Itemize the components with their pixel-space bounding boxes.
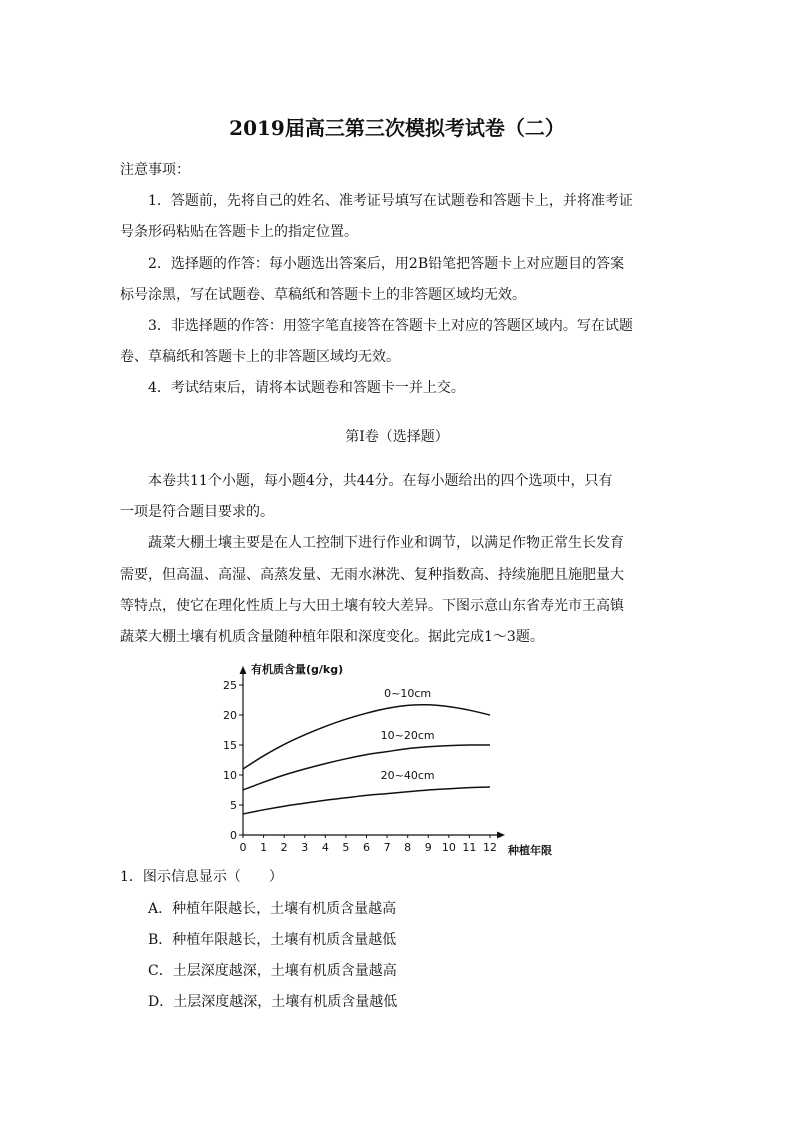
series-line-0 [243,705,490,769]
section-intro-line-1: 本卷共11个小题，每小题4分，共44分。在每小题给出的四个选项中，只有 [148,473,613,489]
x-axis-arrow [497,832,505,839]
x-tick-label: 0 [239,841,247,854]
organic-matter-chart [214,658,552,858]
question-1-option-a: A．种植年限越长，土壤有机质含量越高 [148,901,397,917]
x-tick-label: 5 [342,841,350,854]
x-tick-label: 4 [321,841,329,854]
x-axis-title: 种植年限 [508,844,552,857]
x-tick-label: 2 [280,841,288,854]
page-title: 2019届高三第三次模拟考试卷（二） [229,116,565,140]
x-tick-label: 9 [424,841,432,854]
y-tick-label: 0 [230,829,237,842]
question-1-option-b: B．种植年限越长，土壤有机质含量越低 [148,932,397,948]
notice-item-4: 4．考试结束后，请将本试题卷和答题卡一并上交。 [148,380,465,396]
y-axis-arrow [240,666,247,674]
section-intro-line-2: 一项是符合题目要求的。 [120,504,274,520]
question-1-option-c: C．土层深度越深，土壤有机质含量越高 [148,963,397,979]
passage-line-3: 等特点，使它在理化性质上与大田土壤有较大差异。下图示意山东省寿光市王高镇 [120,598,624,614]
y-tick-label: 15 [223,739,237,752]
passage-line-2: 需要，但高温、高湿、高蒸发量、无雨水淋洗、复种指数高、持续施肥且施肥量大 [120,567,624,583]
passage-line-1: 蔬菜大棚土壤主要是在人工控制下进行作业和调节，以满足作物正常生长发育 [148,535,624,551]
x-tick-label: 11 [462,841,477,854]
y-tick-label: 20 [223,709,237,722]
notice-item-1-line-2: 号条形码粘贴在答题卡上的指定位置。 [120,224,358,240]
y-axis-title: 有机质含量(g/kg) [251,663,344,676]
y-tick-label: 25 [223,679,237,692]
notice-item-3-line-2: 卷、草稿纸和答题卡上的非答题区域均无效。 [120,349,400,365]
x-tick-label: 3 [301,841,309,854]
series-line-1 [243,745,490,790]
notice-item-1-line-1: 1．答题前，先将自己的姓名、准考证号填写在试题卷和答题卡上，并将准考证 [148,193,633,209]
x-tick-label: 12 [483,841,497,854]
notice-item-3-line-1: 3．非选择题的作答：用签字笔直接答在答题卡上对应的答题区域内。写在试题 [148,318,633,334]
x-tick-label: 8 [404,841,412,854]
section-title: 第Ⅰ卷（选择题） [345,429,449,445]
x-tick-label: 7 [383,841,391,854]
y-tick-label: 10 [223,769,237,782]
series-label-1: 10~20cm [380,729,435,742]
passage-line-4: 蔬菜大棚土壤有机质含量随种植年限和深度变化。据此完成1～3题。 [120,629,544,645]
question-1-stem: 1．图示信息显示（ ） [120,869,283,885]
notice-item-2-line-2: 标号涂黑，写在试题卷、草稿纸和答题卡上的非答题区域均无效。 [120,287,526,303]
question-1-option-d: D．土层深度越深，土壤有机质含量越低 [148,994,398,1010]
series-label-0: 0~10cm [384,687,432,700]
series-line-2 [243,787,490,814]
x-tick-label: 6 [363,841,370,854]
y-tick-label: 5 [230,799,237,812]
x-tick-label: 1 [260,841,268,854]
series-label-2: 20~40cm [380,769,435,783]
x-tick-label: 10 [441,841,456,854]
notice-item-2-line-1: 2．选择题的作答：每小题选出答案后，用2B铅笔把答题卡上对应题目的答案 [148,256,625,272]
notice-heading: 注意事项： [120,162,190,178]
